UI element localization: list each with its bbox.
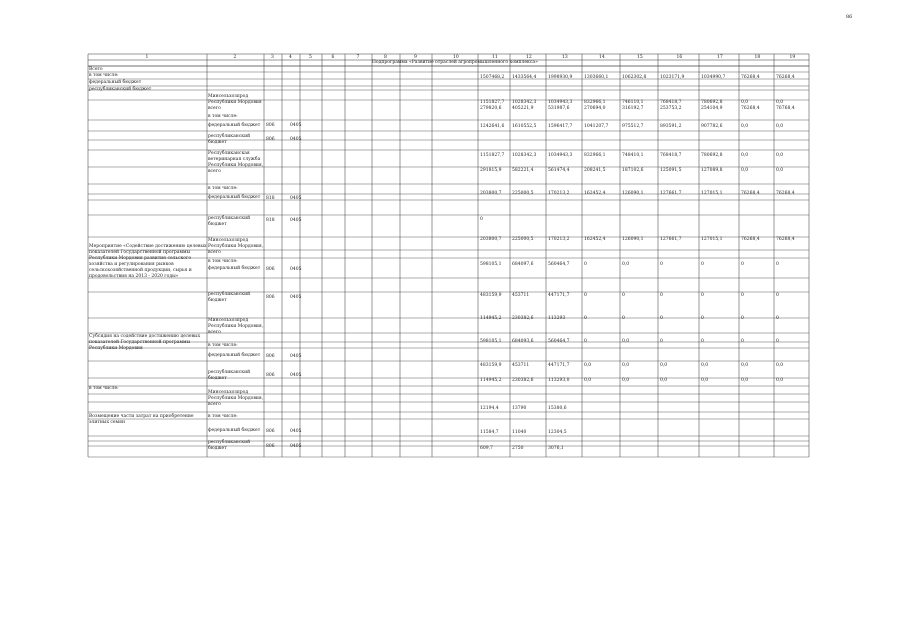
value-cell: 0,0 [741,124,749,129]
code-0405: 0405 [290,295,302,300]
value-cell: 113293 [548,316,566,321]
value-cell: 1034943,3 [548,100,573,105]
value-cell: 684093,6 [512,339,534,344]
value-cell: 0 [701,293,704,298]
value-cell: 12304,5 [548,430,567,435]
label-resp-budget: республиканский бюджет [208,216,251,227]
value-cell: 76768,4 [776,106,795,111]
value-cell: 279820,6 [480,106,502,111]
label-minselhoz: Минсельхозпрод Республики Мордовия, всего [208,318,264,335]
value-cell: 230382,6 [512,378,534,383]
value-cell: 208241,5 [584,168,606,173]
value-cell: 2750 [512,446,524,451]
value-cell: 0,0 [776,100,784,105]
value-cell: 162452,4 [584,191,606,196]
label-v-tom-chisle: в том числе: [208,259,238,264]
label-v-tom-chisle: в том числе: [89,73,119,78]
code-0405: 0405 [290,429,302,434]
value-cell: 684097,6 [512,262,534,267]
value-cell: 598105,1 [480,262,502,267]
column-number: 14 [599,55,605,60]
label-fed-budget: федеральный бюджет [208,123,261,128]
value-cell: 0,0 [741,168,749,173]
value-cell: 15380,6 [548,406,567,411]
value-cell: 0,0 [776,168,784,173]
value-cell: 0,0 [660,363,668,368]
value-cell: 561474,4 [548,168,570,173]
value-cell: 1028342,3 [512,153,537,158]
label-resp-budget: республиканский бюджет [208,292,251,303]
code-806: 806 [266,444,275,449]
value-cell: 11584,7 [480,430,499,435]
label-v-tom-chisle: в том числе: [89,386,119,391]
label-fed-budget: федеральный бюджет [208,266,261,271]
value-cell: 230382,6 [512,316,534,321]
value-cell: 0,0 [741,153,749,158]
code-818: 818 [266,196,275,201]
value-cell: 0,0 [741,363,749,368]
value-cell: 1610552,5 [512,124,537,129]
value-cell: 0 [741,293,744,298]
value-cell: 893591,2 [660,124,682,129]
value-cell: 12194,4 [480,406,499,411]
value-cell: 127015,1 [701,237,723,242]
value-cell: 0,0 [701,378,709,383]
value-cell: 0,0 [622,339,630,344]
label-minselhoz: Минсельхозпрод Республики Мордовия, всего [208,390,264,407]
value-cell: 0 [776,339,779,344]
value-cell: 1028342,3 [512,100,537,105]
value-cell: 0 [701,262,704,267]
code-806: 806 [266,354,275,359]
label-v-tom-chisle: в том числе: [208,114,238,119]
value-cell: 126090,1 [622,191,644,196]
column-number: 10 [453,55,459,60]
value-cell: 453711 [512,293,530,298]
value-cell: 0,0 [622,262,630,267]
value-cell: 127661,7 [660,191,682,196]
value-cell: 582221,4 [512,168,534,173]
column-number: 12 [526,55,532,60]
value-cell: 746110,1 [622,100,644,105]
value-cell: 405221,9 [512,106,534,111]
code-806: 806 [266,373,275,378]
value-cell: 291815,9 [480,168,502,173]
value-cell: 114945,2 [480,378,502,383]
value-cell: 975512,7 [622,124,644,129]
value-cell: 0 [741,316,744,321]
label-vozmeschenie: Возмещение части затрат на приобретение элитных семян [89,414,194,425]
value-cell: 1151827,7 [480,153,505,158]
value-cell: 447171,7 [548,363,570,368]
code-806: 806 [266,123,275,128]
label-v-tom-chisle: в том числе: [208,414,238,419]
value-cell: 0 [660,262,663,267]
label-vet-sluzhba: Республиканская ветеринарная служба Республики Мордовия, всего [208,151,264,174]
column-number: 8 [384,55,387,60]
value-cell: 1998930,9 [548,75,573,80]
value-cell: 203800,7 [480,191,502,196]
label-minselhoz: Минсельхозпрод Республики Мордовия, всего [208,238,264,255]
label-resp-budget: республиканский бюджет [208,370,251,381]
label-fed-budget: федеральный бюджет [208,428,261,433]
value-cell: 0 [622,293,625,298]
value-cell: 113293,0 [548,378,570,383]
value-cell: 0,0 [776,363,784,368]
column-number: 15 [637,55,643,60]
column-number: 11 [492,55,498,60]
column-number: 4 [289,55,292,60]
value-cell: 0,0 [584,378,592,383]
value-cell: 126090,1 [622,237,644,242]
value-cell: 225000,5 [512,237,534,242]
value-cell: 0,0 [776,124,784,129]
code-0405: 0405 [290,267,302,272]
column-number: 2 [233,55,237,60]
value-cell: 768418,7 [660,100,682,105]
value-cell: 127015,1 [701,191,723,196]
value-cell: 0 [701,339,704,344]
value-cell: 0,0 [660,378,668,383]
value-cell: 780692,8 [701,153,723,158]
value-cell: 170213,2 [548,237,570,242]
value-cell: 1596417,7 [548,124,573,129]
value-cell: 768418,7 [660,153,682,158]
label-resp-budget: республиканский бюджет [89,87,152,92]
label-minselhoz: Минсельхозпрод Республики Мордовия всего [208,94,262,111]
value-cell: 170213,2 [548,191,570,196]
value-cell: 127661,7 [660,237,682,242]
label-resp-budget: республиканский бюджет [208,134,251,145]
column-number: 19 [789,55,796,60]
value-cell: 0 [660,339,663,344]
value-cell: 0 [622,316,625,321]
label-v-tom-chisle: в том числе: [208,186,238,191]
column-number: 18 [754,55,761,60]
value-cell: 0 [584,316,587,321]
value-cell: 0,0 [741,100,749,105]
code-0405: 0405 [290,354,302,359]
value-cell: 0 [741,339,744,344]
label-resp-budget: республиканский бюджет [208,440,251,451]
value-cell: 780692,8 [701,100,723,105]
value-cell: 3076,1 [548,446,564,451]
value-cell: 1303660,1 [584,75,609,80]
value-cell: 0 [584,262,587,267]
value-cell: 453711 [512,363,530,368]
value-cell: 0,0 [776,378,784,383]
value-cell: 0 [776,316,779,321]
value-cell: 0,0 [584,363,592,368]
value-cell: 748410,1 [622,153,644,158]
label-meropriyatie: Мероприятие «Содействие достижению целевых показателей Государственной программы Республики Мордовия развития сельского хозяйства и регулирования рынков сельскохозяйственной продукции, сырья и продовольствия на 2013 - 2020 годы» [89,244,207,279]
value-cell: 76268,4 [776,191,795,196]
code-806: 806 [266,429,275,434]
column-number: 5 [309,55,312,60]
code-0405: 0405 [290,373,302,378]
value-cell: 531987,6 [548,106,570,111]
value-cell: 483159,9 [480,293,502,298]
value-cell: 560464,7 [548,262,570,267]
code-0405: 0405 [290,218,302,223]
value-cell: 0 [660,293,663,298]
value-cell: 254104,9 [701,106,723,111]
value-cell: 0 [701,316,704,321]
label-fed-budget: федеральный бюджет [89,80,142,85]
value-cell: 1034943,3 [548,153,573,158]
value-cell: 1034990,7 [701,75,726,80]
value-cell: 76268,4 [776,75,795,80]
value-cell: 447171,7 [548,293,570,298]
value-cell: 125091,5 [660,168,682,173]
value-cell: 0 [584,339,587,344]
value-cell: 225000,5 [512,191,534,196]
column-number: 9 [414,55,417,60]
value-cell: 76268,4 [776,237,795,242]
column-number: 17 [717,55,723,60]
value-cell: 0,0 [622,363,630,368]
value-cell: 13790 [512,406,527,411]
value-cell: 609,7 [480,446,493,451]
value-cell: 316192,7 [622,106,644,111]
label-vsego: Всего [89,67,103,72]
value-cell: 907782,6 [701,124,723,129]
code-0405: 0405 [290,444,302,449]
value-cell: 253753,2 [660,106,682,111]
code-806: 806 [266,295,275,300]
column-number: 3 [271,55,274,60]
value-cell: 76268,4 [741,75,760,80]
value-cell: 1023171,9 [660,75,685,80]
value-cell: 76268,4 [741,237,760,242]
value-cell: 0,0 [741,378,749,383]
value-cell: 832966,1 [584,100,606,105]
code-806: 806 [266,137,275,142]
value-cell: 1242641,6 [480,124,505,129]
label-fed-budget: федеральный бюджет [208,353,261,358]
value-cell: 1041207,7 [584,124,609,129]
value-cell: 203800,7 [480,237,502,242]
code-818: 818 [266,218,275,223]
value-cell: 832966,1 [584,153,606,158]
value-cell: 598105,1 [480,339,502,344]
value-cell: 0 [480,217,483,222]
value-cell: 1062302,8 [622,75,647,80]
label-v-tom-chisle: в том числе: [208,343,238,348]
value-cell: 0 [660,316,663,321]
value-cell: 0 [776,293,779,298]
code-0405: 0405 [290,196,302,201]
value-cell: 1433564,4 [512,75,537,80]
value-cell: 0,0 [622,378,630,383]
value-cell: 76268,4 [741,191,760,196]
value-cell: 162452,4 [584,237,606,242]
page-number: 86 [846,14,853,20]
column-number: 7 [356,55,360,60]
code-806: 806 [266,267,275,272]
code-0405: 0405 [290,123,302,128]
program-title: Подпрограмма «Развитие отраслей агропромышленного комплекса» [372,60,538,65]
code-0405: 0405 [290,137,302,142]
value-cell: 1507468,2 [480,75,505,80]
value-cell: 114945,2 [480,316,502,321]
value-cell: 0,0 [701,363,709,368]
value-cell: 0,0 [776,153,784,158]
column-number: 1 [145,55,149,60]
label-fed-budget: федеральный бюджет [208,195,261,200]
value-cell: 1151827,7 [480,100,505,105]
value-cell: 560464,7 [548,339,570,344]
column-number: 6 [331,55,335,60]
value-cell: 270694,0 [584,106,606,111]
column-number: 13 [562,55,568,60]
column-number: 16 [676,55,683,60]
value-cell: 76268,4 [741,106,760,111]
value-cell: 127089,8 [701,168,723,173]
value-cell: 0 [584,293,587,298]
value-cell: 0 [741,262,744,267]
value-cell: 187102,6 [622,168,644,173]
value-cell: 11040 [512,430,527,435]
value-cell: 0 [776,262,779,267]
value-cell: 483159,9 [480,363,502,368]
label-subsidiya: Субсидия на содействие достижению целевых показателей Государственной программы Республики Мордовия [89,334,201,351]
